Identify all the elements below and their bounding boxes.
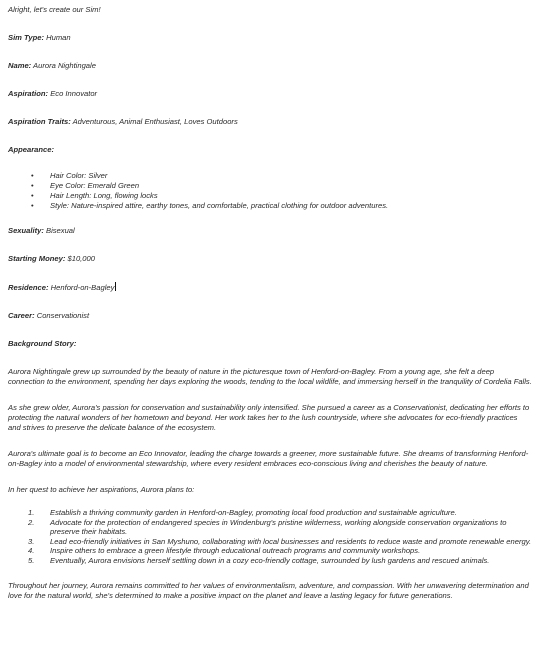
field-residence — [8, 282, 532, 293]
list-text: Lead eco-friendly initiatives in San Myshuno, collaborating with local businesses and residents to reduce waste and promote renewable energy. — [50, 536, 532, 546]
list-text: Eventually, Aurora envisions herself settling down in a cozy eco-friendly cottage, surrounded by lush gardens and rescued animals. — [50, 555, 490, 565]
field-value: $10,000 — [67, 254, 95, 263]
field-value: Human — [46, 33, 71, 42]
field-label: Name: — [8, 61, 32, 70]
field-aspiration — [8, 89, 532, 99]
text-cursor — [115, 282, 116, 291]
list-item: • Hair Color: Silver — [44, 171, 532, 181]
field-aspiration-traits — [8, 117, 532, 127]
field-sexuality — [8, 226, 532, 236]
list-text: Establish a thriving community garden in Henford-on-Bagley, promoting local food production and sustainable agriculture. — [50, 508, 457, 517]
field-value: Henford-on-Bagley — [50, 283, 115, 292]
plans-intro: In her quest to achieve her aspirations, Aurora plans to: — [8, 485, 195, 494]
field-label: Sexuality: — [8, 226, 44, 235]
list-number: 4. — [28, 546, 35, 556]
list-item — [28, 555, 532, 566]
field-value: Aurora Nightingale — [33, 61, 96, 70]
field-value: Conservationist — [36, 311, 90, 320]
appearance-list — [8, 171, 532, 211]
list-item: • Style: Nature-inspired attire, earthy tones, and comfortable, practical clothing for outdoor adventures. — [44, 201, 532, 211]
list-item — [28, 546, 532, 556]
story-paragraph: Aurora's ultimate goal is to become an Eco Innovator, leading the charge towards a greener, more sustainable future. She dreams of transforming Henford-on-Bagley into a model of environmental stewardship, where every resident embraces eco-conscious living and cherishes the beauty of nature. — [8, 449, 529, 468]
list-text: Advocate for the protection of endangered species in Windenburg's pristine wilderness, working alongside conservation organizations to preserve their habitats. — [50, 517, 507, 537]
closing-paragraph: Throughout her journey, Aurora remains committed to her values of environmentalism, adventure, and compassion. With her unwavering determination and love for the natural world, she's determined to make a positive impact on the planet and leave a lasting legacy for future generations. — [8, 580, 529, 600]
field-sim-type — [8, 33, 532, 43]
list-number: 5. — [28, 555, 35, 565]
plans-list — [8, 508, 532, 566]
field-value: Eco Innovator — [50, 89, 98, 98]
story-paragraph: As she grew older, Aurora's passion for conservation and sustainability only intensified. She pursued a career as a Conservationist, dedicating her efforts to protecting the natural wonders of her hometown and beyond. Her work takes her to the lush countryside, where she advocates for eco-friendly practices and strives to preserve the delicate balance of the ecosystem. — [8, 403, 530, 432]
field-label: Sim Type: — [8, 33, 45, 42]
document-body[interactable] — [8, 5, 532, 601]
field-career — [8, 311, 532, 321]
field-value: Bisexual — [46, 226, 75, 235]
field-label: Aspiration: — [8, 89, 49, 98]
field-value: Adventurous, Animal Enthusiast, Loves Outdoors — [72, 117, 238, 126]
list-number: 3. — [28, 536, 35, 546]
field-label: Appearance: — [8, 145, 55, 154]
field-label: Career: — [8, 311, 35, 320]
list-item — [28, 536, 532, 547]
story-paragraph: Aurora Nightingale grew up surrounded by the beauty of nature in the picturesque town of Henford-on-Bagley. From a young age, she felt a deep connection to the environment, spending her days exploring the woods, tending to the local wildlife, and immersing herself in the tranquility of Cordelia Falls. — [8, 367, 532, 386]
intro-line: Alright, let's create our Sim! — [8, 5, 101, 14]
field-label: Background Story: — [8, 339, 77, 348]
list-number: 2. — [28, 517, 35, 527]
field-label: Starting Money: — [8, 254, 66, 263]
field-name — [8, 61, 532, 71]
list-item: • Hair Length: Long, flowing locks — [44, 191, 532, 201]
list-item — [28, 517, 532, 537]
field-background-story — [8, 339, 532, 349]
field-starting-money — [8, 254, 532, 264]
field-appearance — [8, 145, 532, 155]
list-item — [28, 508, 532, 518]
list-item: • Eye Color: Emerald Green — [44, 181, 532, 191]
field-label: Residence: — [8, 283, 49, 292]
field-label: Aspiration Traits: — [8, 117, 71, 126]
list-text: Inspire others to embrace a green lifestyle through educational outreach programs and community workshops. — [50, 546, 421, 556]
list-number: 1. — [28, 508, 35, 517]
